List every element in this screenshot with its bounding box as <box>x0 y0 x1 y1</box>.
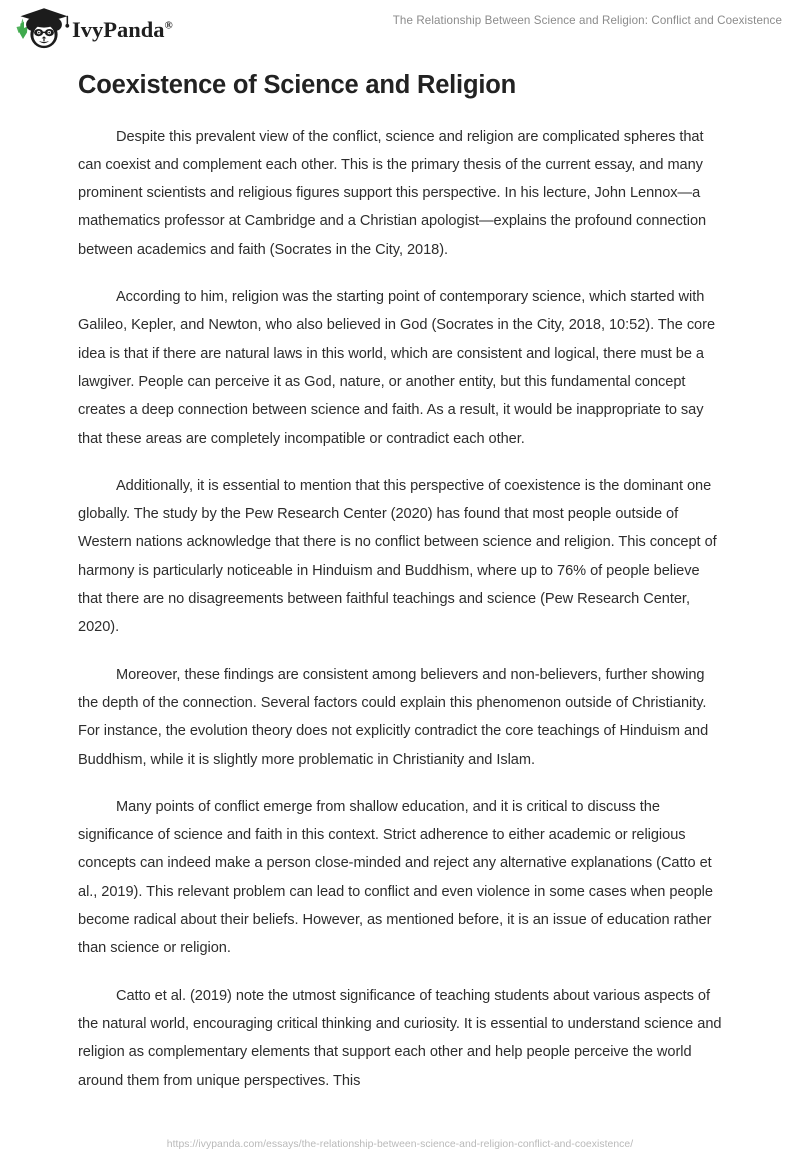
brand-name <box>72 17 173 43</box>
brand-logo-link[interactable] <box>12 9 173 49</box>
source-url[interactable]: https://ivypanda.com/essays/the-relationship-between-science-and-religion-conflict-and-coexistence/ <box>166 1139 634 1150</box>
page-footer <box>0 1134 800 1152</box>
running-header-title: The Relationship Between Science and Religion: Conflict and Coexistence <box>392 14 782 27</box>
body-paragraph: Additionally, it is essential to mention that this perspective of coexistence is the dominant one globally. The study by the Pew Research Center (2020) has found that most people outside of Western nations acknowledge that there is no conflict between science and religion. This concept of harmony is particularly noticeable in Hinduism and Buddhism, where up to 76% of people believe that there are no disagreements between faithful teachings and science (Pew Research Center, 2020). <box>78 477 717 636</box>
page-header <box>0 0 800 62</box>
body-paragraph: Many points of conflict emerge from shallow education, and it is critical to discuss the significance of science and faith in this context. Strict adherence to either academic or religious concepts can indeed make a person close-minded and reject any alternative explanations (Catto et al., 2019). This relevant problem can lead to conflict and even violence in some cases when people become radical about their beliefs. However, as mentioned before, it is an issue of education rather than science or religion. <box>78 798 713 957</box>
page-title: Coexistence of Science and Religion <box>78 71 516 99</box>
body-paragraph: Catto et al. (2019) note the utmost significance of teaching students about various aspects of the natural world, encouraging critical thinking and curiosity. It is essential to understand science and religion as complementary elements that support each other and help people perceive the world around them from unique perspectives. This <box>78 987 722 1089</box>
body-paragraph: According to him, religion was the starting point of contemporary science, which started with Galileo, Kepler, and Newton, who also believed in God (Socrates in the City, 2018, 10:52). The core idea is that if there are natural laws in this world, which are consistent and logical, there must be a lawgiver. People can perceive it as God, nature, or another entity, but this fundamental concept creates a deep connection between science and faith. As a result, it would be inappropriate to say that these areas are completely incompatible or contradict each other. <box>78 289 716 447</box>
brand-name-text: IvyPanda <box>72 17 165 42</box>
document-content <box>78 70 724 1095</box>
body-paragraph: Moreover, these findings are consistent among believers and non-believers, further showing the depth of the connection. Several factors could explain this phenomenon outside of Christianity. For instance, the evolution theory does not explicitly contradict the core teachings of Hinduism and Buddhism, while it is slightly more problematic in Christianity and Islam. <box>78 666 709 768</box>
body-paragraph: Despite this prevalent view of the conflict, science and religion are complicated spheres that can coexist and complement each other. This is the primary thesis of the current essay, and many prominent scientists and religious figures support this perspective. In his lecture, John Lennox—a mathematics professor at Cambridge and a Christian apologist—explains the profound connection between academics and faith (Socrates in the City, 2018). <box>78 128 707 258</box>
registered-mark: ® <box>164 19 173 32</box>
panda-graduation-cap-logo <box>12 7 74 51</box>
